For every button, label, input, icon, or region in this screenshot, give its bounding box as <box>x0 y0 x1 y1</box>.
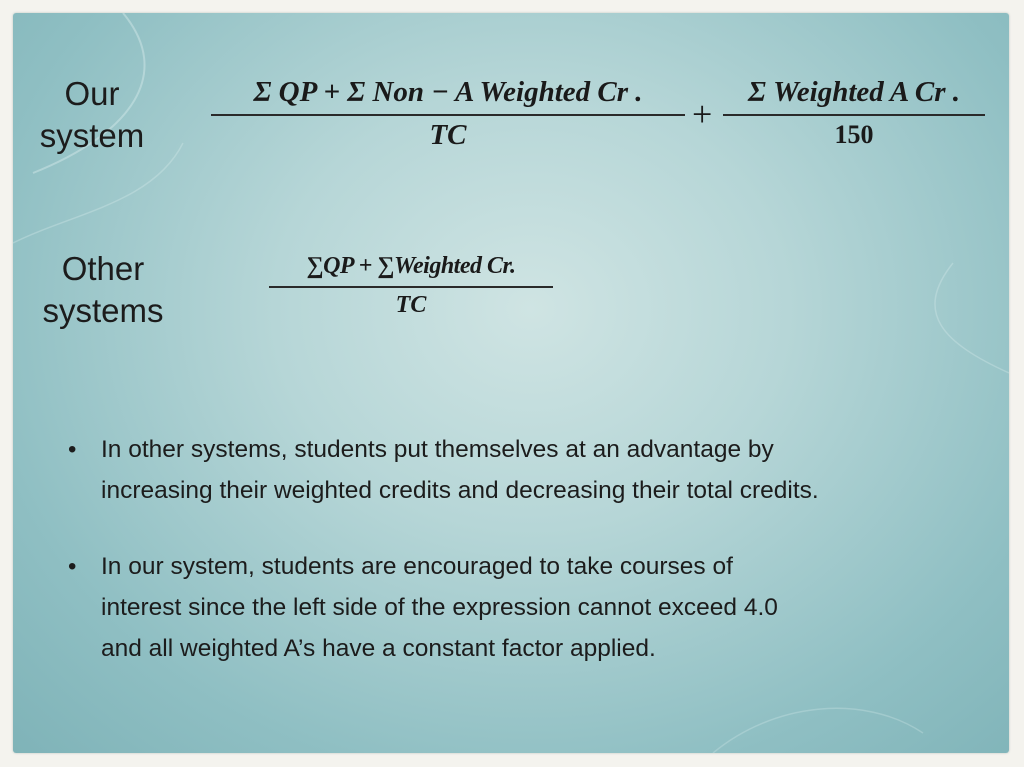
fraction-bar <box>723 114 985 116</box>
bullet-text-2 <box>101 546 941 669</box>
other-systems-denominator: TC <box>395 292 427 318</box>
our-system-label-line1: Our <box>64 75 120 112</box>
other-systems-numerator: ∑QP + ∑Weighted Cr. <box>306 253 516 279</box>
slide-panel <box>13 13 1009 753</box>
our-system-left-numerator: Σ QP + Σ Non − A Weighted Cr . <box>253 76 643 108</box>
our-system-right-numerator: Σ Weighted A Cr . <box>747 76 961 108</box>
our-system-left-denominator: TC <box>429 119 467 151</box>
our-system-label <box>37 73 147 157</box>
our-system-right-denominator: 150 <box>834 120 874 149</box>
our-system-left-fraction <box>211 75 685 152</box>
other-systems-fraction <box>269 251 553 320</box>
other-systems-label <box>33 248 173 332</box>
bullet-text-1 <box>101 429 941 511</box>
other-systems-label-line2: systems <box>42 292 164 329</box>
other-systems-label-line1: Other <box>61 250 145 287</box>
our-system-label-line2: system <box>39 117 145 154</box>
our-system-right-fraction <box>723 75 985 152</box>
bullet-2-line-1: In our system, students are encouraged to take courses of <box>101 553 733 580</box>
bullet-2-line-3: and all weighted A’s have a constant factor applied. <box>101 635 656 662</box>
bullet-dot: • <box>68 436 77 463</box>
bullet-2-line-2: interest since the left side of the expression cannot exceed 4.0 <box>101 594 778 621</box>
fraction-bar <box>269 286 553 288</box>
bullet-1-line-2: increasing their weighted credits and decreasing their total credits. <box>101 477 819 504</box>
our-system-plus-operator: + <box>692 94 713 134</box>
bullet-dot: • <box>68 553 77 580</box>
bullet-1-line-1: In other systems, students put themselves at an advantage by <box>101 436 774 463</box>
fraction-bar <box>211 114 685 116</box>
